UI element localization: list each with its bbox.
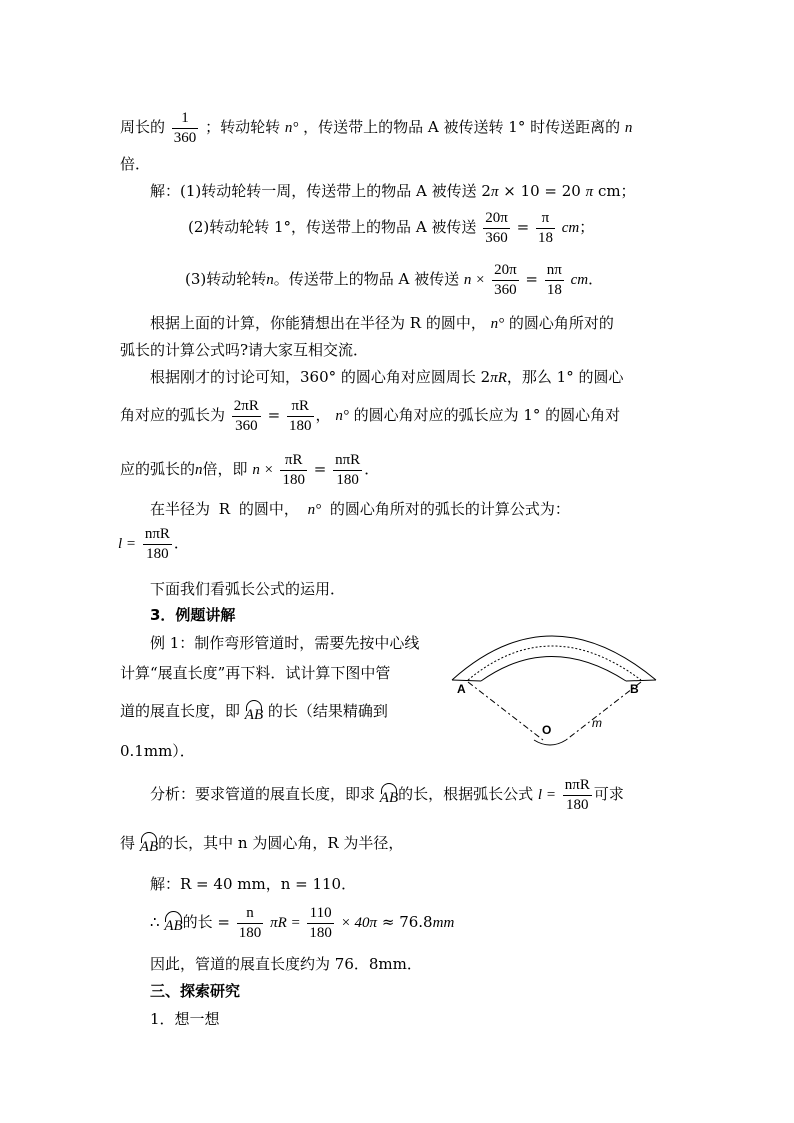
- section-heading: [150, 982, 240, 1000]
- text: =: [516, 218, 530, 236]
- fraction: $\frac{1}{360}$: [173, 110, 197, 146]
- text: 的圆心角所对的: [508, 314, 614, 332]
- math: n ×: [252, 462, 274, 478]
- arc-ab: AB: [164, 911, 182, 935]
- text-line: [120, 832, 403, 856]
- text: 解：(1)转动轮转一周，传送带上的物品 A 被传送 2: [150, 182, 491, 200]
- text-line: [120, 742, 195, 760]
- text-line: [150, 1010, 220, 1028]
- text: ，那么 1° 的圆心: [506, 368, 624, 386]
- math: n°: [307, 502, 322, 518]
- text: 的长（结果精确到: [267, 702, 388, 720]
- fraction: $\frac{\pi R}{180}$: [282, 452, 305, 488]
- fraction: $\frac{\text{nπR}}{180}$: [564, 777, 590, 813]
- math: n: [624, 120, 633, 136]
- text-line: [150, 500, 570, 519]
- text-line: [150, 955, 422, 973]
- pipe-figure: [448, 632, 672, 750]
- text: ≈ 76.8: [381, 913, 433, 931]
- text: × 10 = 20: [503, 182, 581, 200]
- arc-ab: AB: [140, 832, 158, 856]
- text: 3．例题讲解: [150, 606, 236, 624]
- text: 下面我们看弧长公式的运用．: [150, 580, 346, 598]
- math: n°: [335, 408, 349, 424]
- text: 根据上面的计算，你能猜想出在半径为 R 的圆中，: [150, 314, 486, 332]
- text: (3)转动轮转: [185, 270, 267, 288]
- text: 得: [120, 834, 136, 852]
- fraction: $\frac{\pi R}{180}$: [289, 398, 312, 434]
- text: 的圆心角所对的弧长的计算公式为：: [329, 500, 570, 518]
- text-line: [120, 700, 388, 724]
- text-line: [120, 341, 368, 359]
- text-line: [120, 398, 620, 434]
- text: 根据刚才的讨论可知，360° 的圆心角对应圆周长 2: [150, 368, 491, 386]
- math: cm: [561, 220, 580, 236]
- math: mm: [432, 915, 455, 931]
- arc-ab: AB: [380, 783, 398, 807]
- math: πR: [490, 370, 507, 386]
- text: 可求: [593, 785, 624, 803]
- math: n°: [284, 120, 299, 136]
- text: =: [313, 460, 327, 478]
- text: ；转动轮转: [205, 118, 281, 136]
- text: ．: [173, 534, 189, 552]
- text: ．: [588, 270, 604, 288]
- label-o: O: [542, 723, 552, 737]
- text-line: [118, 526, 189, 562]
- inner-arc: [481, 657, 626, 682]
- text-line: [185, 262, 603, 298]
- text: =: [267, 406, 281, 424]
- text-line: [120, 110, 632, 146]
- arc-ab: AB: [245, 700, 263, 724]
- text: 的长，根据弧长公式: [398, 785, 534, 803]
- text: 在半径为 R 的圆中，: [150, 500, 299, 518]
- section-heading: [150, 606, 235, 624]
- text: 的长 =: [182, 913, 230, 931]
- text-line: [150, 314, 614, 333]
- text: 的长，其中 n 为圆心角，R 为半径，: [158, 834, 404, 852]
- math: n: [266, 272, 274, 288]
- text: (2)转动轮转 1°，传送带上的物品 A 被传送: [188, 218, 477, 236]
- text: 计算“展直长度”再下料．试计算下图中管: [120, 664, 391, 682]
- fraction: $\frac{20\pi}{360}$: [485, 210, 508, 246]
- text: 道的展直长度，即: [120, 702, 241, 720]
- fraction: $\frac{n\pi}{18}$: [546, 262, 562, 298]
- text: 应的弧长的: [120, 460, 196, 478]
- text: 倍．: [120, 155, 151, 173]
- math: πR =: [270, 915, 301, 931]
- math: π: [585, 184, 594, 200]
- text-line: [150, 182, 636, 201]
- math: n°: [490, 316, 505, 332]
- outer-arc: [452, 636, 656, 680]
- text: ，: [315, 406, 331, 424]
- fraction: $\frac{20\pi}{360}$: [494, 262, 517, 298]
- fraction: $\frac{110}{180}$: [309, 905, 332, 941]
- text-line: [120, 155, 150, 173]
- text: 的圆心角对应的弧长应为 1° 的圆心角对: [353, 406, 621, 424]
- text: =: [525, 270, 538, 288]
- fraction: $\frac{n}{180}$: [238, 905, 262, 941]
- text: ，传送带上的物品 A 被传送转 1° 时传送距离的: [303, 118, 621, 136]
- text: ；: [579, 218, 595, 236]
- fraction: $\frac{\text{nπR}}{180}$: [144, 526, 170, 562]
- text: 三、探索研究: [150, 982, 241, 1000]
- text-line: [150, 875, 356, 893]
- text: cm；: [597, 182, 636, 200]
- math: l =: [118, 536, 137, 552]
- text: 。传送带上的物品 A 被传送: [273, 270, 460, 288]
- fraction: $\frac{2\pi R}{360}$: [233, 398, 259, 434]
- math: cm: [570, 272, 589, 288]
- text: 解：R = 40 mm，n = 110．: [150, 875, 357, 893]
- math: l =: [537, 787, 556, 803]
- label-a: A: [457, 682, 466, 696]
- text: 因此，管道的展直长度约为 76．8mm．: [150, 955, 422, 973]
- math: n ×: [463, 272, 486, 288]
- label-m: m: [592, 716, 602, 730]
- text-line: [150, 634, 419, 652]
- text: 1．想一想: [150, 1010, 220, 1028]
- text: ．: [364, 460, 380, 478]
- text-line: [150, 580, 345, 598]
- text-line: [150, 777, 624, 813]
- text: 例 1：制作弯形管道时，需要先按中心线: [150, 634, 420, 652]
- text: ∴: [150, 913, 160, 931]
- math: n: [195, 462, 203, 478]
- text-line: [188, 210, 594, 246]
- text: 分析：要求管道的展直长度，即求: [150, 785, 376, 803]
- text: 周长的: [120, 118, 166, 136]
- math: π: [490, 184, 499, 200]
- text-line: [120, 664, 390, 682]
- label-b: B: [630, 682, 639, 696]
- text: 0.1mm）．: [120, 742, 195, 760]
- fraction: $\frac{\text{nπR}}{180}$: [335, 452, 361, 488]
- text-line: [150, 905, 454, 941]
- fraction: $\frac{\pi}{18}$: [537, 210, 553, 246]
- text: 倍，即: [202, 460, 248, 478]
- text: 弧长的计算公式吗?请大家互相交流．: [120, 341, 369, 359]
- text-line: [120, 452, 379, 488]
- text-line: [150, 368, 624, 387]
- text: 角对应的弧长为: [120, 406, 226, 424]
- math: × 40π: [340, 915, 378, 931]
